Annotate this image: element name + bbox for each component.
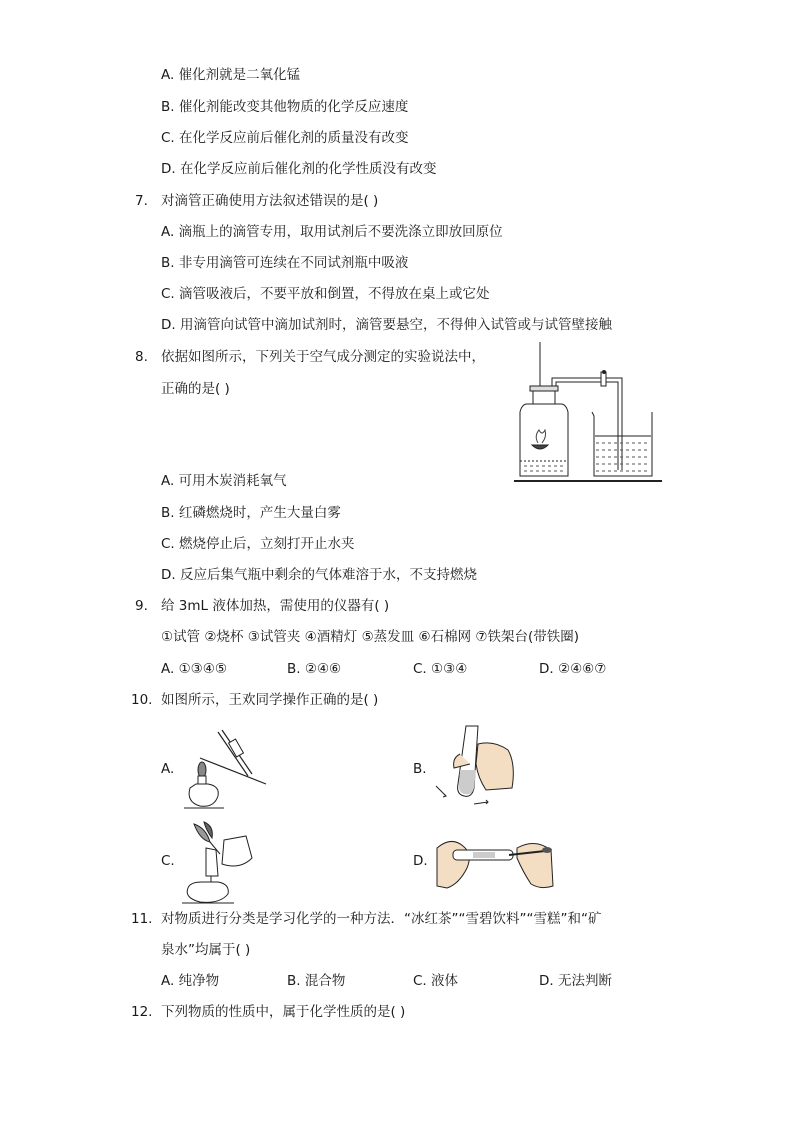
q9-option-a: A. ①③④⑤ <box>161 661 227 677</box>
q7-option-a: A. 滴瓶上的滴管专用，取用试剂后不要洗涤立即放回原位 <box>161 224 503 240</box>
q10-number: 10. <box>131 692 153 708</box>
q8-option-d: D. 反应后集气瓶中剩余的气体难溶于水，不支持燃烧 <box>161 567 477 583</box>
q11-option-c: C. 液体 <box>413 973 459 989</box>
q6-option-c: C. 在化学反应前后催化剂的质量没有改变 <box>161 130 409 146</box>
q10-stem: 如图所示，王欢同学操作正确的是( ) <box>161 692 379 708</box>
q10-label-b: B. <box>413 761 427 777</box>
q8-stem-line2: 正确的是( ) <box>161 381 230 397</box>
q9-number: 9. <box>135 598 148 614</box>
q8-number: 8. <box>135 349 148 365</box>
q9-stem: 给 3mL 液体加热，需使用的仪器有( ) <box>161 598 390 614</box>
q7-number: 7. <box>135 193 148 209</box>
option-b-shaking-tube-figure <box>430 724 520 810</box>
q7-stem: 对滴管正确使用方法叙述错误的是( ) <box>161 193 379 209</box>
q11-stem-line2: 泉水”均属于( ) <box>161 942 251 958</box>
q6-option-a: A. 催化剂就是二氧化锰 <box>161 67 301 83</box>
q10-label-c: C. <box>161 853 175 869</box>
q11-option-d: D. 无法判断 <box>539 973 612 989</box>
q11-number: 11. <box>131 911 153 927</box>
q9-items: ①试管 ②烧杯 ③试管夹 ④酒精灯 ⑤蒸发皿 ⑥石棉网 ⑦铁架台(带铁圈) <box>161 629 579 645</box>
q11-option-b: B. 混合物 <box>287 973 346 989</box>
q8-stem-line1: 依据如图所示，下列关于空气成分测定的实验说法中， <box>161 349 485 365</box>
q6-option-d: D. 在化学反应前后催化剂的化学性质没有改变 <box>161 161 437 177</box>
q12-number: 12. <box>131 1004 153 1020</box>
q9-option-d: D. ②④⑥⑦ <box>539 661 607 677</box>
q8-option-c: C. 燃烧停止后，立刻打开止水夹 <box>161 536 355 552</box>
q7-option-d: D. 用滴管向试管中滴加试剂时，滴管要悬空，不得伸入试管或与试管壁接触 <box>161 317 612 333</box>
q8-option-b: B. 红磷燃烧时，产生大量白雾 <box>161 505 341 521</box>
q7-option-b: B. 非专用滴管可连续在不同试剂瓶中吸液 <box>161 255 409 271</box>
q8-option-a: A. 可用木炭消耗氧气 <box>161 473 287 489</box>
q9-option-c: C. ①③④ <box>413 661 468 677</box>
q10-label-a: A. <box>161 761 175 777</box>
air-composition-apparatus-figure <box>512 340 664 485</box>
option-c-lighting-lamp-figure <box>180 818 260 904</box>
q10-label-d: D. <box>413 853 428 869</box>
option-a-heating-figure <box>178 724 273 810</box>
q6-option-b: B. 催化剂能改变其他物质的化学反应速度 <box>161 99 409 115</box>
q12-stem: 下列物质的性质中，属于化学性质的是( ) <box>161 1004 406 1020</box>
q7-option-c: C. 滴管吸液后，不要平放和倒置，不得放在桌上或它处 <box>161 286 490 302</box>
option-d-dropper-figure <box>433 828 558 894</box>
q9-option-b: B. ②④⑥ <box>287 661 342 677</box>
q11-stem-line1: 对物质进行分类是学习化学的一种方法．“冰红茶”“雪碧饮料”“雪糕”和“矿 <box>161 911 602 927</box>
q11-option-a: A. 纯净物 <box>161 973 220 989</box>
